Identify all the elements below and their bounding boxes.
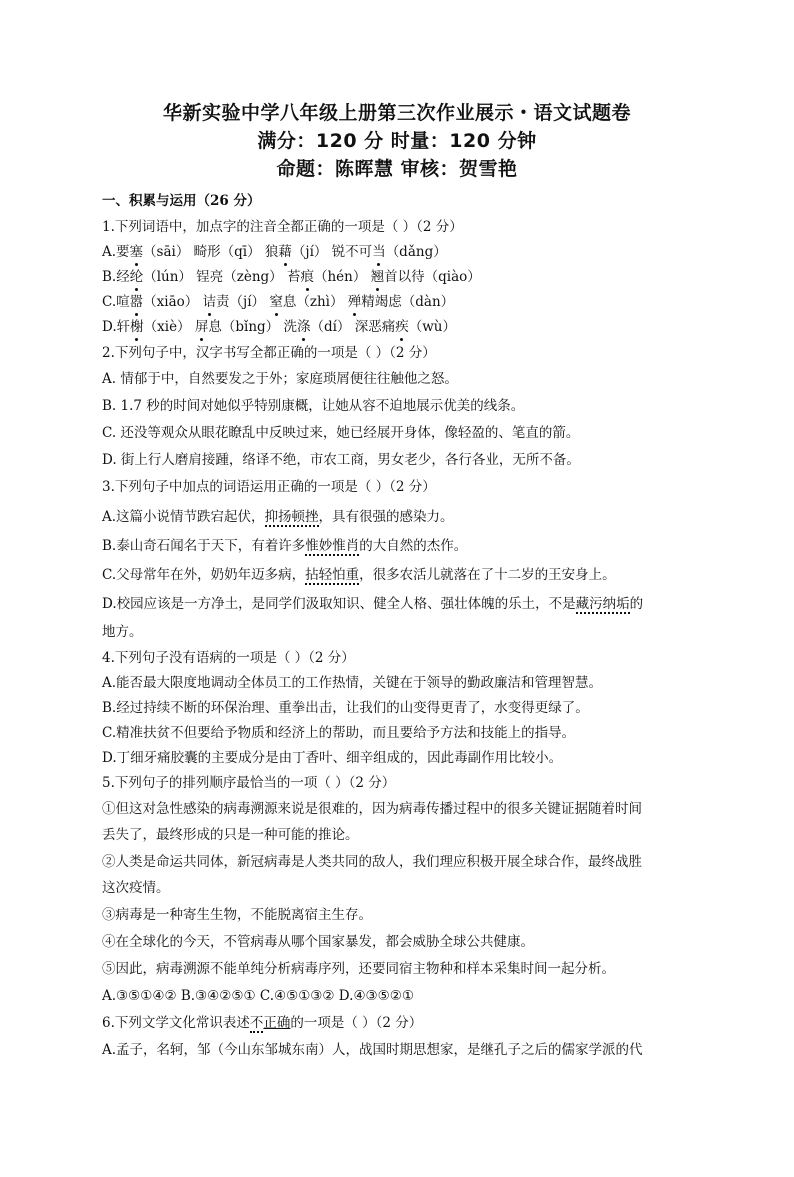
question-stem: 5.下列句子的排列顺序最恰当的一项（ ）（2 分） xyxy=(102,775,396,791)
sentence-2: ②人类是命运共同体，新冠病毒是人类共同的敌人，我们理应积极开展全球合作，最终战胜 xyxy=(102,854,642,870)
option-a: A.孟子，名轲，邹（今山东邹城东南）人，战国时期思想家，是继孔子之后的儒家学派的代 xyxy=(102,1042,643,1058)
dotted-term: 藏污纳垢 xyxy=(575,596,630,612)
option-b: B.经过持续不断的环保治理、重拳出击，让我们的山变得更青了，水变得更绿了。 xyxy=(102,700,589,716)
option-a: A.能否最大限度地调动全体员工的工作热情，关键在于领导的勤政廉洁和管理智慧。 xyxy=(102,675,603,691)
option-a: A.要塞（sāi） 畸形（qī） 狼藉（jí） 锐不可当（dǎng） xyxy=(102,244,447,260)
option-d: D.丁细牙痛胶囊的主要成分是由丁香叶、细辛组成的，因此毒副作用比较小。 xyxy=(102,750,563,766)
option-b: B.泰山奇石闻名于天下，有着许多惟妙惟肖的大自然的杰作。 xyxy=(102,538,468,554)
dotted-term: 惟妙惟肖 xyxy=(305,538,360,554)
option-b: B. 1.7 秒的时间对她似乎特别康概，让她从容不迫地展示优美的线条。 xyxy=(102,398,525,414)
option-b: B.经纶（lún） 锃亮（zèng） 苔痕（hén） 翘首以待（qiào） xyxy=(102,269,481,285)
dotted-term: 拈轻怕重 xyxy=(305,567,360,583)
option-c: C.喧嚣（xiāo） 诘责（jí） 窒息（zhì） 殚精竭虑（dàn） xyxy=(102,294,455,310)
authors: 命题：陈晖慧 审核：贺雪艳 xyxy=(276,158,518,180)
question-stem: 3.下列句子中加点的词语运用正确的一项是（ ）（2 分） xyxy=(102,479,436,495)
exam-title: 华新实验中学八年级上册第三次作业展示・语文试题卷 xyxy=(162,102,631,124)
option-d: D. 街上行人磨肩接踵，络译不绝，市农工商，男女老少，各行各业，无所不备。 xyxy=(102,452,580,468)
sentence-1: ①但这对急性感染的病毒溯源来说是很难的，因为病毒传播过程中的很多关键证据随着时间 xyxy=(102,801,642,817)
sentence-5: ⑤因此，病毒溯源不能单纯分析病毒序列，还要同宿主物种和样本采集时间一起分析。 xyxy=(102,961,615,977)
option-c: C. 还没等观众从眼花瞭乱中反映过来，她已经展开身体，像轻盈的、笔直的箭。 xyxy=(102,425,580,441)
answer-options: A.③⑤①④② B.③④②⑤① C.④⑤①③② D.④③⑤②① xyxy=(102,988,414,1004)
sentence-2-cont: 这次疫情。 xyxy=(102,880,170,896)
sentence-3: ③病毒是一种寄生生物，不能脱离宿主生存。 xyxy=(102,907,372,923)
option-c: C.精准扶贫不但要给予物质和经济上的帮助，而且要给予方法和技能上的指导。 xyxy=(102,725,576,741)
section-heading: 一、积累与运用（26 分） xyxy=(102,193,261,209)
dotted-term: 抑扬顿挫 xyxy=(264,509,319,525)
underlined-term: 正确 xyxy=(263,1015,291,1031)
dotted-term: 不 xyxy=(249,1015,264,1031)
option-d: D.校园应该是一方净土，是同学们汲取知识、健全人格、强壮体魄的乐土，不是藏污纳垢的 xyxy=(102,596,644,612)
score-time: 满分：120 分 时量：120 分钟 xyxy=(257,130,537,152)
sentence-1-cont: 丢失了，最终形成的只是一种可能的推论。 xyxy=(102,827,359,843)
question-stem: 4.下列句子没有语病的一项是（ ）（2 分） xyxy=(102,650,355,666)
option-a: A. 情郁于中，自然要发之于外；家庭琐屑便往往触他之怒。 xyxy=(102,371,458,387)
option-a: A.这篇小说情节跌宕起伏，抑扬顿挫，具有很强的感染力。 xyxy=(102,509,454,525)
option-d: D.轩榭（xiè） 屏息（bǐng） 洗涤（dí） 深恶痛疾（wù） xyxy=(102,319,456,335)
question-stem: 2.下列句子中，汉字书写全都正确的一项是（ ）（2 分） xyxy=(102,345,436,361)
option-c: C.父母常年在外，奶奶年迈多病，拈轻怕重，很多农活儿就落在了十二岁的王安身上。 xyxy=(102,567,616,583)
sentence-4: ④在全球化的今天，不管病毒从哪个国家暴发，都会威胁全球公共健康。 xyxy=(102,934,534,950)
question-stem: 6.下列文学文化常识表述不正确的一项是（ ）（2 分） xyxy=(102,1015,423,1031)
question-stem: 1.下列词语中，加点字的注音全都正确的一项是（ ）（2 分） xyxy=(102,219,463,235)
option-d-cont: 地方。 xyxy=(102,624,143,640)
